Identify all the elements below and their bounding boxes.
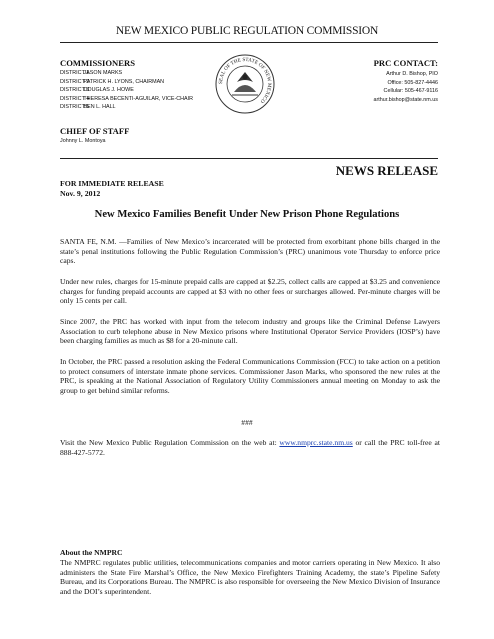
about-paragraph: The NMPRC regulates public utilities, telecommunications companies and motor carriers operating in New Mexico. It also administers the State Fire Marshal’s Office, the New Mexico Firefighters Training Academy, the state’s Pipeline Safety Bureau, and its Corporations Bureau. The NMPRC is also responsible for overseeing the New Mexico Division of Insurance and the DOI’s superintendent. bbox=[60, 558, 440, 596]
header-rule bbox=[60, 42, 438, 43]
about-heading: About the NMPRC bbox=[60, 548, 123, 557]
seal-text: SEAL OF THE STATE OF NEW MEXICO bbox=[217, 56, 273, 105]
website-link[interactable]: www.nmprc.state.nm.us bbox=[279, 438, 353, 447]
contact-block bbox=[373, 70, 438, 104]
paragraph-1: SANTA FE, N.M. —Families of New Mexico’s incarcerated will be protected from exorbitant phone bills charged in the state’s penal institutions following the Public Regulation Commission’s (PRC) unanimous vote Thursday to enforce price caps. bbox=[60, 237, 440, 266]
contact-office: Office: 505-827-4446 bbox=[387, 79, 438, 86]
paragraph-4: In October, the PRC passed a resolution asking the Federal Communications Commission (FCC) to take action on a petition to protect consumers of interstate inmate phone services. Commissioner Jason Marks, who sponsored the new rules at the PRC, is speaking at the National Association of Regulatory Utility Commissioners annual meeting on Monday to ask the group to get behind similar reforms. bbox=[60, 357, 440, 395]
commissioner-row: DISTRICT 2 PATRICK H. LYONS, CHAIRMAN bbox=[60, 78, 165, 85]
org-title: NEW MEXICO PUBLIC REGULATION COMMISSION bbox=[115, 25, 379, 37]
commissioner-row: DISTRICT 5 BEN L. HALL bbox=[60, 104, 116, 111]
contact-name: Arthur D. Bishop, PIO bbox=[386, 71, 438, 77]
commissioner-row: DISTRICT 3 DOUGLAS J. HOWE bbox=[60, 87, 134, 94]
commissioner-row: DISTRICT 1 JASON MARKS bbox=[60, 70, 123, 76]
news-release-label: NEWS RELEASE bbox=[335, 163, 438, 178]
commissioner-row: DISTRICT 4 THERESA BECENTI-AGUILAR, VICE-CHAIR bbox=[60, 95, 194, 102]
chief-of-staff-name: Johnny L. Montoya bbox=[60, 138, 106, 144]
paragraph-2: Under new rules, charges for 15-minute prepaid calls are capped at $2.25, collect calls are capped at $3.25 and convenience charges for funding prepaid accounts are capped at $3 with no other fees or surcharges allowed. Per-minute charges will be only 15 cents per call. bbox=[60, 277, 440, 306]
header-divider bbox=[60, 158, 438, 159]
svg-text:SEAL OF THE STATE OF NEW MEXIC bbox=[218, 57, 272, 104]
commissioners-heading: COMMISSIONERS bbox=[60, 58, 135, 68]
immediate-release: FOR IMMEDIATE RELEASE bbox=[60, 179, 164, 188]
state-seal-icon bbox=[215, 54, 275, 114]
commissioners-list bbox=[60, 69, 193, 112]
contact-cellular: Cellular: 505-467-9116 bbox=[383, 88, 438, 95]
headline: New Mexico Families Benefit Under New Prison Phone Regulations bbox=[94, 209, 400, 220]
end-separator: ### bbox=[241, 418, 253, 427]
paragraph-3: Since 2007, the PRC has worked with input from the telecom industry and groups like the Criminal Defense Lawyers Association to curb telephone abuse in New Mexico prisons where Institutional Operator Service Providers (IOSP’s) have been charging families as much as $8 for a 20-minute call. bbox=[60, 317, 440, 346]
chief-of-staff-heading: CHIEF OF STAFF bbox=[60, 126, 130, 136]
contact-email[interactable]: arthur.bishop@state.nm.us bbox=[373, 96, 438, 103]
release-info bbox=[60, 179, 164, 198]
contact-heading: PRC CONTACT: bbox=[373, 58, 438, 68]
release-date: Nov. 9, 2012 bbox=[60, 188, 101, 198]
visit-paragraph: Visit the New Mexico Public Regulation Commission on the web at: www.nmprc.state.nm.us or call the PRC toll-free at 888-427-5772. bbox=[60, 438, 440, 457]
